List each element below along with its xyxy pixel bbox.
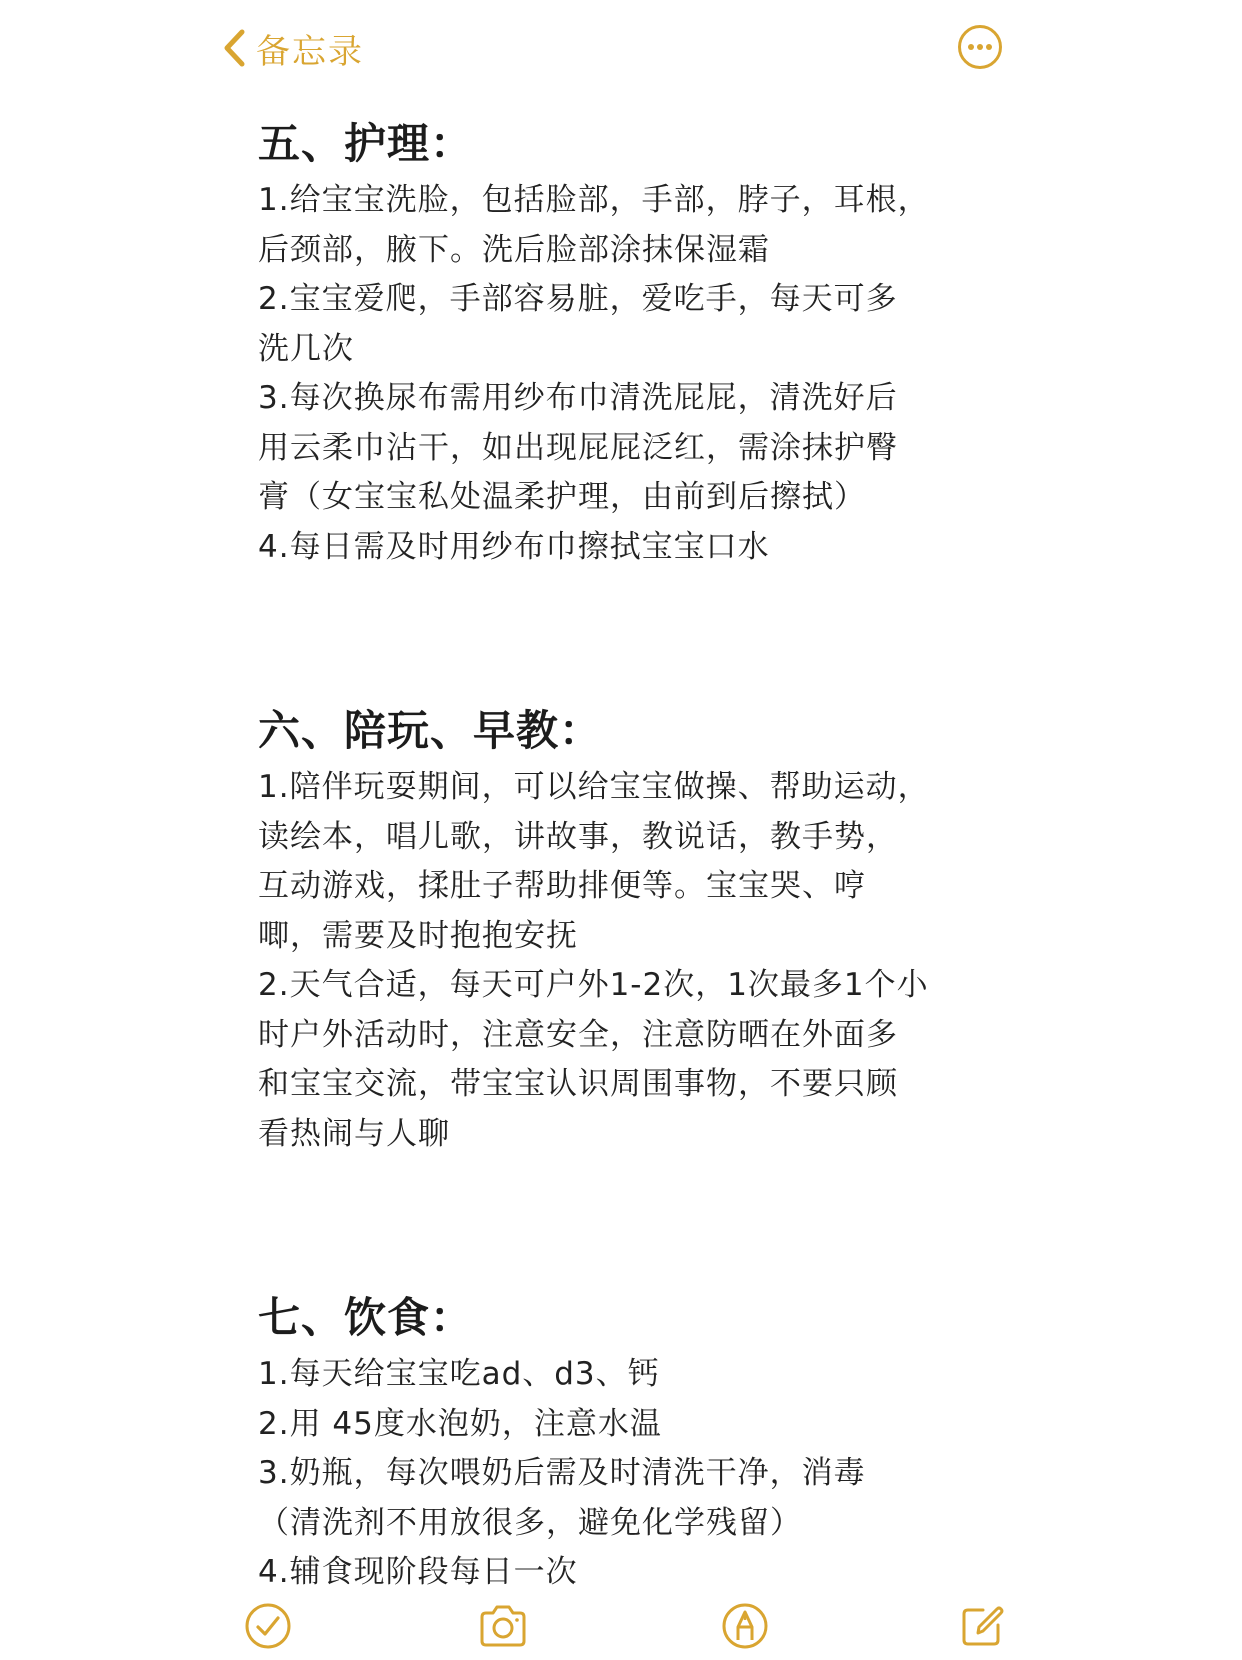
note-line: （清洗剂不用放很多，避免化学残留） [258, 1504, 802, 1541]
note-line: 看热闹与人聊 [258, 1115, 450, 1152]
markup-icon [719, 1600, 771, 1652]
more-button[interactable] [957, 24, 1003, 70]
section-spacer [258, 572, 1038, 699]
note-line: 3.每次换尿布需用纱布巾清洗屁屁，清洗好后 [258, 380, 898, 416]
compose-button[interactable] [956, 1600, 1008, 1652]
note-line: 1.每天给宝宝吃ad、d3、钙 [258, 1356, 660, 1392]
note-line: 1.给宝宝洗脸，包括脸部，手部，脖子，耳根， [258, 182, 930, 218]
note-line: 互动游戏，揉肚子帮助排便等。宝宝哭、哼 [258, 868, 866, 904]
section-title: 六、陪玩、早教： [258, 706, 603, 755]
note-line: 2.天气合适，每天可户外1-2次，1次最多1个小 [258, 967, 929, 1003]
note-line: 1.陪伴玩耍期间，可以给宝宝做操、帮助运动， [258, 769, 930, 805]
note-line: 4.辅食现阶段每日一次 [258, 1554, 578, 1590]
note-line: 时户外活动时，注意安全，注意防晒在外面多 [258, 1016, 898, 1053]
section-title: 七、饮食： [258, 1293, 474, 1342]
ellipsis-circle-icon [957, 24, 1003, 70]
note-line: 4.每日需及时用纱布巾擦拭宝宝口水 [258, 528, 770, 565]
note-line: 和宝宝交流，带宝宝认识周围事物，不要只顾 [258, 1066, 898, 1102]
note-line: 唧，需要及时抱抱安抚 [258, 917, 578, 954]
note-body[interactable] [258, 112, 1038, 1598]
markup-button[interactable] [719, 1600, 771, 1652]
note-section [258, 112, 1038, 572]
note-line: 2.宝宝爱爬，手部容易脏，爱吃手，每天可多 [258, 281, 898, 317]
note-line: 2.用 45度水泡奶，注意水温 [258, 1405, 662, 1442]
note-section [258, 699, 1038, 1159]
checklist-icon [242, 1600, 294, 1652]
back-button[interactable] [222, 20, 364, 76]
section-title: 五、护理： [258, 119, 474, 168]
note-line: 用云柔巾沾干，如出现屁屁泛红，需涂抹护臀 [258, 429, 898, 466]
note-line: 后颈部，腋下。洗后脸部涂抹保湿霜 [258, 231, 770, 268]
note-section [258, 1286, 1038, 1598]
back-label: 备忘录 [256, 31, 364, 72]
note-line: 膏（女宝宝私处温柔护理，由前到后擦拭） [258, 479, 866, 515]
note-line: 3.奶瓶，每次喂奶后需及时清洗干净，消毒 [258, 1455, 866, 1491]
camera-icon [477, 1600, 529, 1652]
note-line: 洗几次 [258, 330, 354, 367]
chevron-left-icon [222, 28, 246, 68]
checklist-button[interactable] [242, 1600, 294, 1652]
camera-button[interactable] [477, 1600, 529, 1652]
note-line: 读绘本，唱儿歌，讲故事，教说话，教手势， [258, 818, 898, 855]
section-spacer [258, 1159, 1038, 1286]
compose-icon [956, 1600, 1008, 1652]
